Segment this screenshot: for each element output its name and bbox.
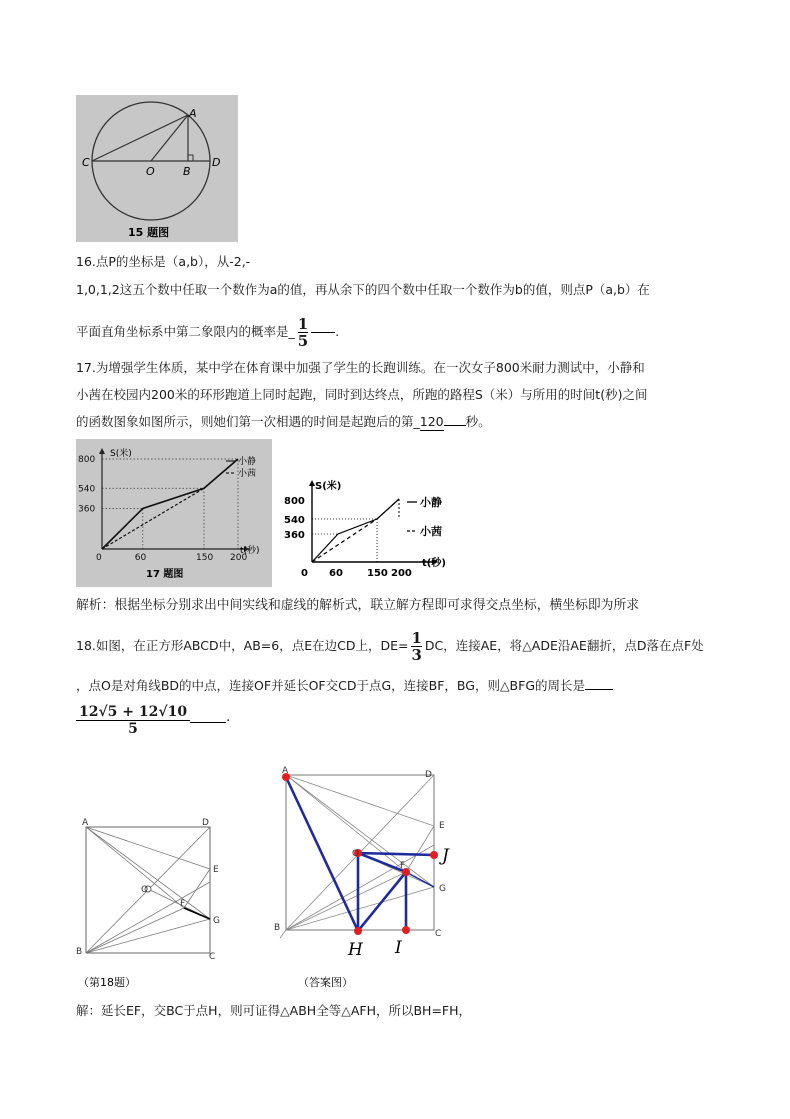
c17b-xtick-200: 200 bbox=[391, 568, 412, 579]
c17b-legend-jing: 小静 bbox=[420, 496, 442, 509]
fig18-label-b: B bbox=[76, 947, 83, 957]
ans-label-o: O bbox=[352, 849, 360, 859]
q18-answer-denominator: 5 bbox=[128, 721, 138, 737]
q18-line-2 bbox=[76, 678, 613, 694]
q16-answer-blank bbox=[311, 332, 335, 333]
fig15-label-c: C bbox=[82, 156, 90, 169]
c17b-xlabel: t(秒) bbox=[422, 558, 446, 569]
c17b-xtick-60: 60 bbox=[329, 568, 343, 579]
c17b-series-xi bbox=[312, 499, 399, 562]
c17a-ytick-540: 540 bbox=[78, 484, 96, 495]
c17b-ytick-360: 360 bbox=[284, 530, 305, 541]
ans-label-b: B bbox=[274, 923, 281, 933]
figure-18-answer bbox=[268, 760, 468, 992]
point-h bbox=[354, 927, 362, 935]
q18-solution: 解：延长EF，交BC于点H，则可证得△ABH全等△AFH，所以BH=FH， bbox=[76, 1003, 472, 1018]
fig18-label-d: D bbox=[202, 818, 209, 828]
ans-label-i: I bbox=[395, 938, 402, 958]
figure-15-drawing bbox=[76, 95, 238, 242]
fig17-photo-caption: 17 题图 bbox=[146, 569, 184, 580]
fig15-label-b: B bbox=[183, 165, 191, 178]
c17b-xtick-0: 0 bbox=[301, 568, 308, 579]
q16-answer-denominator: 5 bbox=[297, 331, 309, 350]
ans-label-d: D bbox=[425, 770, 432, 780]
q18-de-numerator: 1 bbox=[411, 628, 422, 647]
c17b-series-jing bbox=[312, 499, 399, 562]
figure-18 bbox=[70, 812, 230, 992]
fig18-caption: （第18题） bbox=[78, 976, 136, 989]
ans-label-e: E bbox=[439, 821, 445, 831]
c17a-legend-xi: 小茜 bbox=[238, 469, 257, 479]
q18-line-1-text-a: 18.如图，在正方形ABCD中，AB=6，点E在边CD上，DE= bbox=[76, 638, 409, 653]
c17a-xtick-150: 150 bbox=[196, 553, 214, 563]
q17-answer-blank bbox=[444, 425, 466, 426]
q18-answer-end: . bbox=[226, 710, 231, 725]
c17a-ylabel: S(米) bbox=[110, 449, 132, 459]
fig18-label-c: C bbox=[209, 952, 216, 962]
point-i bbox=[402, 926, 410, 934]
ans-label-h: H bbox=[348, 940, 363, 960]
q16-answer-fraction bbox=[298, 316, 308, 349]
c17b-ytick-540: 540 bbox=[284, 515, 305, 526]
q18-line-2-text: ，点O是对角线BD的中点，连接OF并延长OF交CD于点G，连接BF，BG，则△BFG的周长是 bbox=[76, 678, 586, 693]
ans-label-c: C bbox=[435, 929, 442, 939]
fig15-label-a: A bbox=[189, 107, 197, 120]
q17-line-3-text: 的函数图象如图所示，则她们第一次相遇的时间是起跑后的第_ bbox=[76, 414, 420, 429]
q16-line-1: 16.点P的坐标是（a,b），从-2,- bbox=[76, 254, 251, 269]
q16-line-3 bbox=[76, 312, 339, 352]
figure-15 bbox=[76, 95, 238, 242]
q17-line-3-end: 秒。 bbox=[465, 414, 491, 429]
figure-18-drawing bbox=[70, 812, 230, 992]
q17-answer: 120 bbox=[419, 414, 444, 429]
c17a-ytick-800: 800 bbox=[78, 455, 96, 465]
c17b-ytick-800: 800 bbox=[284, 496, 305, 507]
figure-17-clean-chart bbox=[282, 475, 462, 585]
c17b-ylabel: S(米) bbox=[315, 481, 342, 492]
q18-line-1-text-b: DC，连接AE，将△ADE沿AE翻折，点D落在点F处 bbox=[424, 638, 704, 653]
figure-17-photo bbox=[76, 439, 272, 587]
c17a-series-xi bbox=[102, 459, 238, 549]
ans-label-f: F bbox=[400, 861, 406, 871]
q17-line-3 bbox=[76, 414, 491, 431]
q17-line-1: 17.为增强学生体质，某中学在体育课中加强了学生的长跑训练。在一次女子800米耐力测试中，小静和 bbox=[76, 360, 645, 375]
c17a-xtick-0: 0 bbox=[96, 553, 102, 563]
ans-label-a: A bbox=[282, 766, 289, 776]
q18-line-1 bbox=[76, 626, 704, 666]
q18-answer bbox=[76, 704, 230, 737]
q17-line-2: 小茜在校园内200米的环形跑道上同时起跑，同时到达终点，所跑的路程S（米）与所用的时间t(秒)之间 bbox=[76, 387, 648, 402]
c17a-series-jing bbox=[102, 459, 238, 549]
q18-de-fraction bbox=[411, 630, 421, 663]
point-j bbox=[430, 851, 438, 859]
fig18-label-f: F bbox=[180, 899, 186, 909]
figure-18-answer-drawing bbox=[268, 760, 468, 992]
c17a-xtick-60: 60 bbox=[134, 553, 147, 563]
fig18-label-g: G bbox=[213, 916, 220, 926]
fig15-label-d: D bbox=[212, 156, 221, 169]
fig18-label-o: O bbox=[141, 885, 149, 895]
fig18-answer-caption: （答案图） bbox=[298, 976, 353, 989]
q18-answer-numerator: 12√5 + 12√10 bbox=[79, 704, 188, 720]
fig18-label-e: E bbox=[213, 865, 219, 875]
c17a-legend-jing: 小静 bbox=[238, 457, 257, 467]
q16-line-3-end: . bbox=[335, 324, 340, 339]
q17-analysis: 解析：根据坐标分别求出中间实线和虚线的解析式，联立解方程即可求得交点坐标，横坐标即为所求 bbox=[76, 598, 640, 613]
figure-17-clean bbox=[282, 475, 462, 585]
q18-answer-blank-b bbox=[190, 722, 226, 723]
ans-label-g: G bbox=[439, 884, 446, 894]
c17a-ytick-360: 360 bbox=[78, 504, 96, 515]
fig18-label-a: A bbox=[82, 818, 89, 828]
c17b-legend-xi: 小茜 bbox=[420, 525, 442, 538]
fig15-caption: 15 题图 bbox=[128, 226, 170, 239]
q16-answer-numerator: 1 bbox=[297, 314, 309, 333]
q18-answer-blank-a bbox=[585, 689, 613, 690]
q18-answer-fraction bbox=[76, 704, 190, 737]
q18-de-denominator: 3 bbox=[411, 645, 422, 664]
q16-line-3-text: 平面直角坐标系中第二象限内的概率是_ bbox=[76, 324, 295, 339]
q16-line-2: 1,0,1,2这五个数中任取一个数作为a的值，再从余下的四个数中任取一个数作为b的值，则点P（a,b）在 bbox=[76, 282, 650, 297]
c17b-xtick-150: 150 bbox=[367, 568, 388, 579]
c17a-xlabel: t(秒) bbox=[240, 546, 260, 556]
ans-label-j: J bbox=[442, 846, 449, 866]
figure-17-photo-chart bbox=[76, 439, 272, 587]
c17a-xtick-200: 200 bbox=[230, 553, 248, 563]
fig15-label-o: O bbox=[146, 165, 155, 178]
